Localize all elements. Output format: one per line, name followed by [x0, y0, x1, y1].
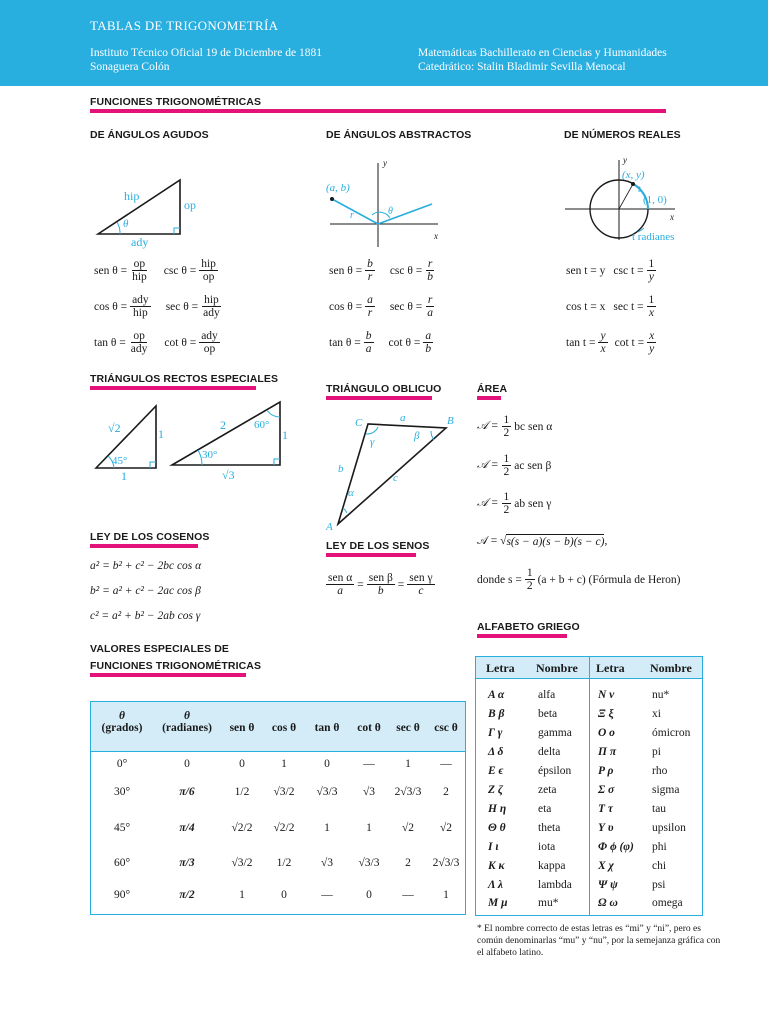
table-cell: 2√3/3: [394, 786, 422, 798]
section-bar: [90, 109, 666, 113]
t1-base-label: 1: [121, 469, 127, 483]
t-label: t: [638, 184, 641, 195]
greek-name: eta: [538, 803, 552, 815]
x-label: x: [670, 212, 674, 222]
table-cell: 0: [239, 758, 245, 770]
side-c: c: [393, 472, 398, 484]
table-cell: 60°: [113, 857, 131, 869]
table-cell: —: [440, 758, 452, 770]
t1-side-label: 1: [158, 427, 164, 441]
teacher-name: Catedrático: Stalin Bladimir Sevilla Menocal: [418, 61, 626, 73]
section-bar: [326, 396, 432, 400]
table-cell: π/4: [179, 822, 195, 834]
table-cell: 1/2: [276, 857, 292, 869]
header-name-2: Nombre: [650, 661, 692, 675]
alpha-label: α: [348, 487, 354, 499]
section-title-oblique: TRIÁNGULO OBLICUO: [326, 383, 442, 395]
greek-name: omega: [652, 897, 683, 909]
section-title-sines: LEY DE LOS SENOS: [326, 540, 430, 552]
table-cell: √2: [439, 822, 453, 834]
beta-arc: [431, 431, 434, 440]
cosines-formula-3: c² = a² + b² − 2ab cos γ: [90, 610, 201, 622]
subtitle-real: DE NÚMEROS REALES: [564, 129, 681, 141]
acute-formula-tan-cot: tan θ = $\frac{op}{\text{ady}}$ cot θ = $\frac{\text{ady}}{op}$: [94, 330, 218, 355]
table-cell: 2√3/3: [432, 857, 460, 869]
table-cell: 0: [281, 889, 287, 901]
table-cell: √3/3: [358, 857, 380, 869]
greek-letter: Υ υ: [598, 822, 614, 834]
real-formula-tan-cot: tan t = $\frac{y}{x}$ cot t = $\frac{x}{y}$: [566, 330, 655, 355]
greek-name: upsilon: [652, 822, 686, 834]
institution-location: Sonaguera Colón: [90, 61, 170, 73]
alpha-arc: [343, 508, 347, 513]
area-formula-1: 𝒜 = $\frac{1}{2}$ bc sen α: [477, 414, 553, 439]
real-formula-sen-csc: sen t = y csc t = $\frac{1}{y}$: [566, 258, 655, 283]
special-values-table: [90, 701, 466, 915]
table-cell: √3/2: [231, 857, 253, 869]
greek-letter: Η η: [488, 803, 507, 815]
abstract-formula-tan-cot: tan θ = $\frac{b}{a}$ cot θ = $\frac{a}{b}$: [329, 330, 432, 355]
table-cell: √2/2: [273, 822, 295, 834]
greek-letter: Θ θ: [488, 822, 506, 834]
unit-point-label: (1, 0): [643, 194, 667, 206]
abstract-formula-sen-csc: sen θ = $\frac{b}{r}$ csc θ = $\frac{r}{b}$: [329, 258, 434, 283]
unit-circle-diagram: [560, 152, 690, 247]
table-cell: —: [363, 758, 375, 770]
greek-letter: Ο ο: [598, 727, 615, 739]
greek-letter: Ι ι: [488, 841, 499, 853]
greek-letter: Ζ ζ: [488, 784, 503, 796]
section-bar: [477, 634, 567, 638]
table-cell: 2: [443, 786, 449, 798]
t2-angle-bottom-label: 30°: [202, 449, 218, 461]
greek-name: nu*: [652, 689, 670, 701]
area-formula-2: 𝒜 = $\frac{1}{2}$ ac sen β: [477, 453, 552, 478]
radius-line: [332, 199, 378, 224]
radius: [619, 184, 633, 209]
course-info: [418, 46, 667, 74]
header-cot: cot θ: [357, 722, 381, 734]
greek-name: zeta: [538, 784, 557, 796]
header-csc: csc θ: [434, 722, 458, 734]
subtitle-acute: DE ÁNGULOS AGUDOS: [90, 129, 209, 141]
section-title-trig-functions: FUNCIONES TRIGONOMÉTRICAS: [90, 96, 262, 108]
institution-name: Instituto Técnico Oficial 19 de Diciembre de 1881: [90, 47, 322, 59]
greek-name: delta: [538, 746, 561, 758]
theta-label: θ: [388, 206, 393, 217]
table-cell: √2/2: [231, 822, 253, 834]
point-ab: [330, 197, 334, 201]
page-title: TABLAS DE TRIGONOMETRÍA: [90, 18, 279, 33]
greek-letter: Α α: [488, 689, 505, 701]
beta-label: β: [414, 430, 420, 442]
section-bar: [90, 673, 246, 677]
greek-letter: Χ χ: [598, 860, 614, 872]
table-cell: 45°: [113, 822, 131, 834]
section-title-greek: ALFABETO GRIEGO: [477, 621, 580, 633]
greek-letter: Π π: [598, 746, 617, 758]
x-label: x: [434, 231, 438, 241]
t1-angle-label: 45°: [112, 455, 128, 467]
y-label: y: [383, 158, 387, 168]
header-letter-2: Letra: [596, 661, 625, 675]
table-cell: π/3: [179, 857, 195, 869]
table-cell: √3/2: [273, 786, 295, 798]
greek-name: phi: [652, 841, 667, 853]
section-bar: [90, 386, 256, 390]
greek-name: sigma: [652, 784, 680, 796]
greek-letter: Γ γ: [488, 727, 503, 739]
right-angle-mark: [150, 462, 156, 468]
table-cell: √2: [401, 822, 415, 834]
table-cell: 0: [184, 758, 190, 770]
greek-letter: Ε ϵ: [488, 765, 504, 777]
greek-name: tau: [652, 803, 667, 815]
acute-formula-sen-csc: sen θ = $\frac{op}{\text{hip}}$ csc θ = $\frac{\text{hip}}{op}$: [94, 258, 216, 283]
greek-name: theta: [538, 822, 561, 834]
table-cell: 90°: [113, 889, 131, 901]
side-b: b: [338, 463, 344, 475]
section-bar: [326, 553, 416, 557]
greek-letter: Λ λ: [488, 879, 504, 891]
real-formula-cos-sec: cos t = x sec t = $\frac{1}{x}$: [566, 294, 655, 319]
abstract-angle-diagram: [320, 155, 450, 250]
table-cell: 2: [405, 857, 411, 869]
opp-label: op: [184, 198, 196, 212]
cosines-formula-2: b² = a² + c² − 2ac cos β: [90, 585, 201, 597]
point-ab-label: (a, b): [326, 182, 350, 194]
greek-letter: Ρ ρ: [598, 765, 614, 777]
vertex-C: C: [355, 417, 363, 429]
section-bar: [477, 396, 501, 400]
table-cell: 1: [366, 822, 372, 834]
acute-triangle-diagram: [90, 170, 230, 250]
greek-letter: Τ τ: [598, 803, 614, 815]
section-title-special-values-2: FUNCIONES TRIGONOMÉTRICAS: [90, 660, 262, 672]
column-divider: [589, 657, 590, 915]
angle-arc: [117, 222, 120, 234]
gamma-arc: [366, 427, 378, 434]
table-cell: π/2: [179, 889, 195, 901]
vertex-A: A: [326, 521, 333, 533]
table-cell: √3/3: [316, 786, 338, 798]
side-a: a: [400, 412, 406, 424]
greek-letter: Β β: [488, 708, 505, 720]
course-name: Matemáticas Bachillerato en Ciencias y Humanidades: [418, 47, 667, 59]
section-bar: [90, 544, 198, 548]
t2-hyp-label: 2: [220, 418, 226, 432]
table-cell: 30°: [113, 786, 131, 798]
point-xy: [631, 182, 635, 186]
greek-letter: Ω ω: [598, 897, 618, 909]
sines-formula: $\frac{\text{sen α}}{a}$ = $\frac{\text{sen β}}{b}$ = $\frac{\text{sen γ}}{c}$: [328, 572, 433, 597]
greek-alphabet-table: [475, 656, 703, 916]
table-cell: 0°: [116, 758, 128, 770]
radians-label: t radianes: [632, 231, 675, 243]
greek-name: gamma: [538, 727, 572, 739]
oblique-triangle-diagram: [320, 408, 460, 533]
point-xy-label: (x, y): [622, 169, 645, 181]
theta-label: θ: [123, 218, 129, 230]
table-cell: —: [402, 889, 414, 901]
section-title-cosines: LEY DE LOS COSENOS: [90, 531, 210, 543]
t2-base-label: √3: [222, 468, 235, 482]
greek-name: kappa: [538, 860, 566, 872]
greek-footnote: * El nombre correcto de estas letras es “mi” y “ni”, pero es común denominarlas “mu” y “nu”, por la semejanza gráfica con el alfabeto latino.: [477, 924, 721, 958]
greek-letter: Ν ν: [598, 689, 615, 701]
greek-letter: Φ ϕ (φ): [598, 841, 634, 853]
greek-name: psi: [652, 879, 666, 891]
vertex-B: B: [447, 415, 454, 427]
cosines-formula-1: a² = b² + c² − 2bc cos α: [90, 560, 202, 572]
page-header: [0, 0, 768, 86]
greek-letter: Δ δ: [488, 746, 504, 758]
acute-formula-cos-sec: cos θ = $\frac{\text{ady}}{\text{hip}}$ sec θ = $\frac{\text{hip}}{\text{ady}}$: [94, 294, 220, 319]
greek-name: épsilon: [538, 765, 572, 777]
header-sec: sec θ: [396, 722, 420, 734]
angle-arc-60: [267, 410, 280, 417]
r-label: r: [350, 210, 354, 221]
area-formula-3: 𝒜 = $\frac{1}{2}$ ab sen γ: [477, 491, 552, 516]
table-cell: 1: [405, 758, 411, 770]
table-cell: 1/2: [234, 786, 250, 798]
greek-letter: Σ σ: [598, 784, 615, 796]
greek-letter: Ψ ψ: [598, 879, 618, 891]
t1-hyp-label: √2: [108, 421, 121, 435]
header-sen: sen θ: [229, 722, 255, 734]
greek-name: ómicron: [652, 727, 691, 739]
greek-name: pi: [652, 746, 661, 758]
section-title-special-triangles: TRIÁNGULOS RECTOS ESPECIALES: [90, 373, 279, 385]
table-cell: π/6: [179, 786, 195, 798]
greek-letter: Μ μ: [488, 897, 508, 909]
table-cell: √3: [362, 786, 376, 798]
triangle-30-60: [172, 402, 280, 465]
table-cell: 0: [366, 889, 372, 901]
y-label: y: [623, 155, 627, 165]
special-triangles-diagram: [90, 398, 300, 488]
greek-letter: Κ κ: [488, 860, 505, 872]
greek-letter: Ξ ξ: [598, 708, 614, 720]
heron-semiperimeter: donde s = $\frac{1}{2}$ (a + b + c) (Fórmula de Heron): [477, 567, 681, 592]
header-cos: cos θ: [271, 722, 297, 734]
oblique-triangle: [338, 424, 446, 524]
table-cell: 1: [239, 889, 245, 901]
greek-name: alfa: [538, 689, 556, 701]
greek-name: lambda: [538, 879, 572, 891]
right-angle-mark: [174, 228, 180, 234]
subtitle-abstract: DE ÁNGULOS ABSTRACTOS: [326, 129, 472, 141]
table-cell: 0: [324, 758, 330, 770]
greek-name: xi: [652, 708, 661, 720]
section-title-special-values-1: VALORES ESPECIALES DE: [90, 643, 230, 655]
greek-name: iota: [538, 841, 556, 853]
area-formula-heron: 𝒜 = √ s(s − a)(s − b)(s − c) ,: [477, 534, 608, 548]
institution-info: [90, 46, 322, 74]
header-theta-rad: θ (radianes): [162, 710, 212, 734]
table-cell: —: [321, 889, 333, 901]
section-title-area: ÁREA: [477, 383, 508, 395]
adj-label: ady: [131, 235, 149, 249]
table-cell: 1: [324, 822, 330, 834]
header-theta-deg: θ (grados): [101, 710, 143, 734]
gamma-label: γ: [370, 436, 375, 448]
hyp-label: hip: [124, 189, 140, 203]
table-cell: 1: [443, 889, 449, 901]
greek-name: mu*: [538, 897, 559, 909]
table-cell: 1: [281, 758, 287, 770]
table-cell: √3: [320, 857, 334, 869]
greek-name: rho: [652, 765, 668, 777]
greek-name: beta: [538, 708, 558, 720]
greek-name: chi: [652, 860, 667, 872]
header-letter-1: Letra: [486, 661, 515, 675]
right-angle-mark: [274, 459, 280, 465]
t2-angle-top-label: 60°: [254, 419, 270, 431]
t2-side-label: 1: [282, 428, 288, 442]
abstract-formula-cos-sec: cos θ = $\frac{a}{r}$ sec θ = $\frac{r}{a}$: [329, 294, 434, 319]
header-name-1: Nombre: [536, 661, 578, 675]
header-tan: tan θ: [314, 722, 340, 734]
